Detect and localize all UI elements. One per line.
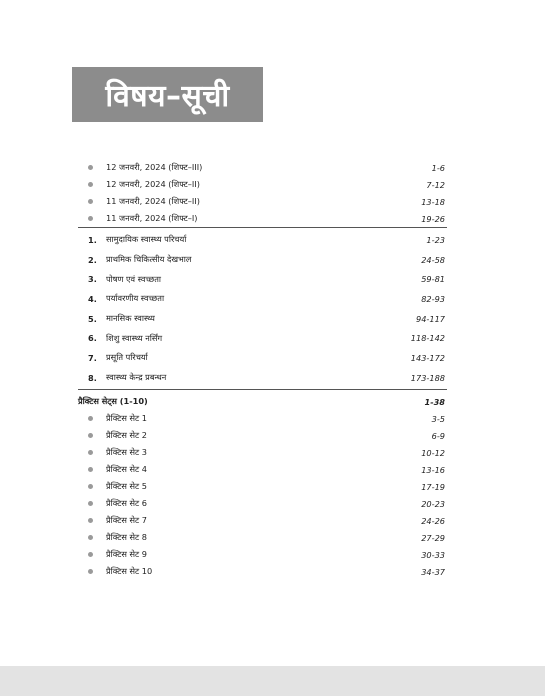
- practice-set-item: [78, 529, 447, 546]
- practice-set-item: [78, 563, 447, 580]
- bullet-icon: [88, 165, 93, 170]
- chapter-item: [78, 309, 447, 329]
- exam-paper-item: [78, 210, 447, 227]
- entry-pages: 24-58: [421, 254, 445, 265]
- entry-pages: 20-23: [421, 498, 445, 509]
- entry-pages: 6-9: [431, 430, 445, 441]
- bullet-icon: [88, 433, 93, 438]
- chapter-number: 8.: [88, 372, 97, 383]
- entry-label: प्रैक्टिस सेट 5: [106, 481, 147, 491]
- entry-pages: 3-5: [431, 413, 445, 424]
- entry-pages: 59-81: [421, 274, 445, 285]
- exam-papers-list: [78, 159, 447, 227]
- entry-label: प्रैक्टिस सेट 7: [106, 515, 147, 525]
- entry-label: प्रैक्टिस सेट 2: [106, 430, 147, 440]
- entry-label: 11 जनवरी, 2024 (शिफ्ट–II): [106, 196, 200, 206]
- entry-label: सामुदायिक स्वास्थ्य परिचर्या: [106, 234, 187, 245]
- entry-label: पर्यावरणीय स्वच्छता: [106, 293, 165, 304]
- practice-set-item: [78, 546, 447, 563]
- practice-set-item: [78, 512, 447, 529]
- bullet-icon: [88, 182, 93, 187]
- entry-pages: 7-12: [426, 179, 445, 190]
- entry-label: प्रैक्टिस सेट 9: [106, 549, 147, 559]
- chapter-item: [78, 328, 447, 348]
- entry-pages: 1-38: [424, 396, 445, 407]
- chapter-item: [78, 269, 447, 289]
- bullet-icon: [88, 535, 93, 540]
- bullet-icon: [88, 216, 93, 221]
- bullet-icon: [88, 501, 93, 506]
- chapter-item: [78, 348, 447, 368]
- bullet-icon: [88, 569, 93, 574]
- entry-label: पोषण एवं स्वच्छता: [106, 273, 161, 284]
- entry-pages: 143-172: [410, 352, 445, 363]
- entry-pages: 34-37: [421, 566, 445, 577]
- section-divider: [78, 389, 447, 390]
- bullet-icon: [88, 467, 93, 472]
- entry-pages: 118-142: [410, 333, 445, 344]
- entry-label: प्रसूति परिचर्या: [106, 352, 148, 363]
- chapter-item: [78, 368, 447, 388]
- entry-pages: 94-117: [415, 313, 445, 324]
- entry-pages: 82-93: [421, 293, 445, 304]
- entry-label: प्रैक्टिस सेट 3: [106, 447, 147, 457]
- entry-pages: 17-19: [421, 481, 445, 492]
- entry-label: शिशु स्वास्थ्य नर्सिंग: [106, 332, 163, 343]
- chapter-number: 7.: [88, 352, 97, 363]
- practice-sets-header: [78, 393, 447, 410]
- chapter-number: 2.: [88, 254, 97, 265]
- entry-label: 12 जनवरी, 2024 (शिफ्ट–II): [106, 179, 200, 189]
- entry-pages: 173-188: [410, 372, 445, 383]
- entry-pages: 13-18: [421, 196, 445, 207]
- entry-pages: 19-26: [421, 213, 445, 224]
- entry-label: 11 जनवरी, 2024 (शिफ्ट–I): [106, 213, 198, 223]
- chapter-item: [78, 230, 447, 250]
- bullet-icon: [88, 199, 93, 204]
- page-title-box: [72, 67, 263, 122]
- entry-label: प्रैक्टिस सेट 4: [106, 464, 147, 474]
- bullet-icon: [88, 552, 93, 557]
- practice-set-item: [78, 495, 447, 512]
- chapter-number: 4.: [88, 293, 97, 304]
- entry-label: प्रैक्टिस सेट्स (1-10): [78, 396, 148, 406]
- page-title: विषय–सूची: [105, 79, 230, 114]
- bullet-icon: [88, 484, 93, 489]
- exam-paper-item: [78, 176, 447, 193]
- entry-label: प्रैक्टिस सेट 8: [106, 532, 147, 542]
- practice-set-item: [78, 427, 447, 444]
- chapter-number: 3.: [88, 274, 97, 285]
- bullet-icon: [88, 518, 93, 523]
- practice-set-item: [78, 478, 447, 495]
- section-divider: [78, 227, 447, 228]
- entry-pages: 30-33: [421, 549, 445, 560]
- practice-sets-list: [78, 393, 447, 580]
- entry-label: प्रैक्टिस सेट 6: [106, 498, 147, 508]
- chapter-item: [78, 289, 447, 309]
- entry-label: 12 जनवरी, 2024 (शिफ्ट–III): [106, 162, 203, 172]
- entry-label: स्वास्थ्य केन्द्र प्रबन्धन: [106, 372, 167, 383]
- entry-pages: 13-16: [421, 464, 445, 475]
- chapter-number: 1.: [88, 234, 97, 245]
- entry-label: प्रैक्टिस सेट 10: [106, 566, 153, 576]
- chapter-number: 6.: [88, 333, 97, 344]
- entry-pages: 1-23: [426, 234, 445, 245]
- exam-paper-item: [78, 159, 447, 176]
- entry-pages: 24-26: [421, 515, 445, 526]
- practice-set-item: [78, 461, 447, 478]
- entry-label: मानसिक स्वास्थ्य: [106, 313, 155, 324]
- entry-label: प्रैक्टिस सेट 1: [106, 413, 147, 423]
- practice-set-item: [78, 444, 447, 461]
- chapter-item: [78, 250, 447, 270]
- practice-set-item: [78, 410, 447, 427]
- chapter-number: 5.: [88, 313, 97, 324]
- bullet-icon: [88, 450, 93, 455]
- entry-pages: 10-12: [421, 447, 445, 458]
- entry-pages: 27-29: [421, 532, 445, 543]
- entry-pages: 1-6: [431, 162, 445, 173]
- entry-label: प्राथमिक चिकित्सीय देखभाल: [106, 254, 192, 265]
- bullet-icon: [88, 416, 93, 421]
- footer-bar: [0, 666, 545, 696]
- chapters-list: [78, 230, 447, 388]
- exam-paper-item: [78, 193, 447, 210]
